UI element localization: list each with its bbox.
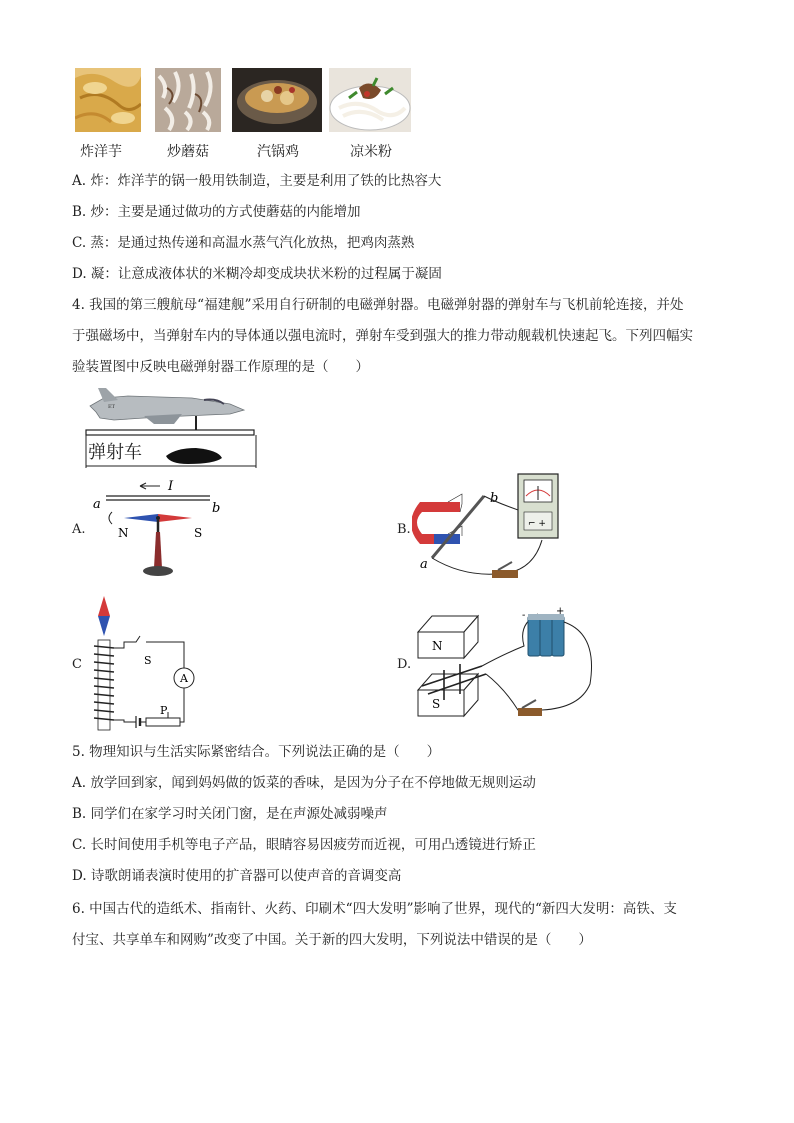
option-b-diagram — [412, 470, 562, 586]
magnet-n-label: N — [432, 639, 443, 653]
q5-option-c: C. 长时间使用手机等电子产品，眼睛容易因疲劳而近视，可用凸透镜进行矫正 — [72, 837, 536, 853]
q5-option-b: B. 同学们在家学习时关闭门窗，是在声源处减弱噪声 — [72, 806, 388, 822]
magnet-s-label: S — [432, 697, 441, 711]
q6-stem-line-2: 付宝、共享单车和网购”改变了中国。关于新的四大发明，下列说法中错误的是（ ） — [72, 932, 592, 948]
food-caption-3: 汽锅鸡 — [257, 144, 299, 160]
option-d-diagram — [414, 604, 598, 720]
food-caption-4: 凉米粉 — [350, 144, 392, 160]
q3-option-b: B. 炒：主要是通过做功的方式使蘑菇的内能增加 — [72, 204, 361, 220]
catapult-diagram — [84, 384, 264, 468]
solenoid-coil-icon — [94, 640, 114, 730]
option-a-label: A. — [72, 522, 86, 537]
option-a-diagram — [90, 474, 230, 580]
ammeter-label: A — [180, 672, 188, 685]
switch-s-label: S — [144, 654, 152, 667]
food-caption-2: 炒蘑菇 — [167, 144, 209, 160]
q4-stem-line-1: 4. 我国的第三艘航母“福建舰”采用自行研制的电磁弹射器。电磁弹射器的弹射车与飞机前轮连接，并处 — [72, 297, 684, 313]
knife-switch-icon — [492, 562, 518, 578]
current-label: I — [168, 479, 174, 494]
cold-rice-noodle-image — [329, 68, 411, 132]
needle-n-label: N — [118, 526, 129, 540]
food-caption-1: 炸洋芋 — [80, 144, 122, 160]
option-c-label: C — [72, 657, 82, 672]
fried-mushroom-image — [155, 68, 221, 132]
q5-stem: 5. 物理知识与生活实际紧密结合。下列说法正确的是（ ） — [72, 744, 441, 760]
steampot-chicken-image — [232, 68, 322, 132]
horseshoe-magnet-icon — [412, 494, 462, 544]
end-b-label: b — [212, 501, 221, 516]
q3-option-a: A. 炸：炸洋芋的锅一般用铁制造，主要是利用了铁的比热容大 — [72, 173, 442, 189]
q5-option-a: A. 放学回到家，闻到妈妈做的饭菜的香味，是因为分子在不停地做无规则运动 — [72, 775, 536, 791]
fighter-jet-icon — [90, 388, 244, 424]
compass-needle-icon — [98, 596, 110, 636]
bar-magnet-n-icon — [418, 616, 478, 658]
q4-stem-line-3: 验装置图中反映电磁弹射器工作原理的是（ ） — [72, 359, 369, 375]
q3-option-c: C. 蒸：是通过热传递和高温水蒸气汽化放热，把鸡肉蒸熟 — [72, 235, 415, 251]
svg-text:⌐ +: ⌐ + — [528, 519, 546, 529]
galvanometer-icon — [518, 474, 558, 538]
q3-option-d: D. 凝：让意成液体状的米糊冷却变成块状米粉的过程属于凝固 — [72, 266, 442, 282]
rod-a-label: a — [420, 557, 428, 572]
catapult-label: 弹射车 — [88, 442, 142, 463]
fried-potato-image — [75, 68, 141, 132]
svg-text:+: + — [556, 606, 565, 617]
rod-b-label: b — [490, 491, 499, 506]
q6-stem-line-1: 6. 中国古代的造纸术、指南针、火药、印刷术“四大发明”影响了世界，现代的“新四大发明：高铁、支 — [72, 901, 677, 917]
q5-option-d: D. 诗歌朗诵表演时使用的扩音器可以使声音的音调变高 — [72, 868, 402, 884]
needle-s-label: S — [194, 526, 203, 540]
svg-text:ET: ET — [108, 404, 115, 410]
option-d-label: D. — [397, 657, 412, 672]
svg-text:-: - — [522, 610, 526, 621]
rheostat-p-label: P — [160, 704, 168, 717]
option-c-diagram — [84, 590, 214, 736]
q4-stem-line-2: 于强磁场中，当弹射车内的导体通以强电流时，弹射车受到强大的推力带动舰载机快速起飞。下列四幅实 — [72, 328, 693, 344]
knife-switch-icon — [518, 700, 542, 716]
end-a-label: a — [93, 497, 101, 512]
option-b-label: B. — [397, 522, 411, 537]
battery-pack-icon — [522, 606, 564, 656]
